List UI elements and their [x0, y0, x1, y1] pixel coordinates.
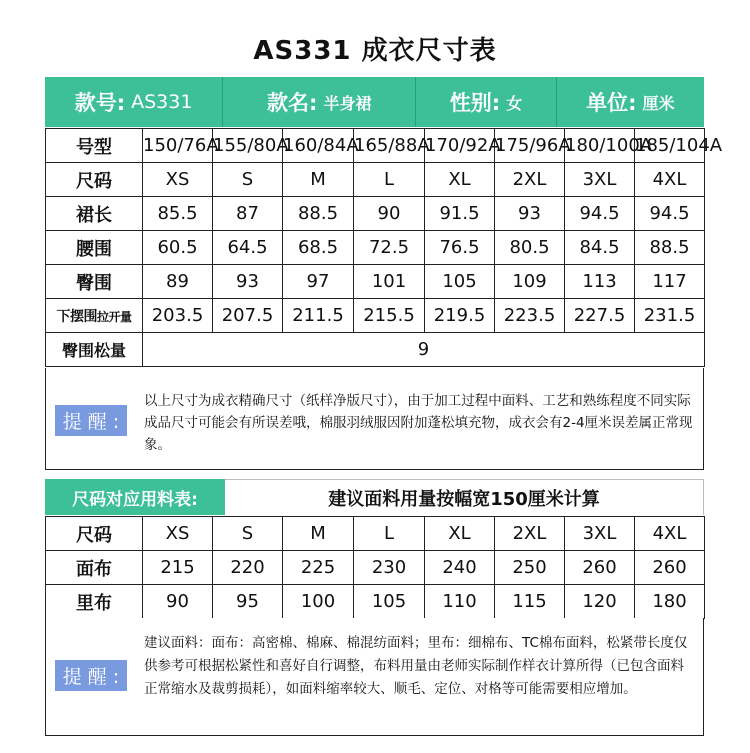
table-cell: 2XL: [495, 163, 565, 197]
reminder-text-2: 建议面料：面布：高密棉、棉麻、棉混纺面料；里布：细棉布、TC棉布面料，松紧带长度仅供参考可根据松紧性和喜好自行调整，布料用量由老师实际制作样衣计算所得（已包含面料正常缩水及裁剪损耗），如面料缩率较大、顺毛、定位、对格等可能需要相应增加。: [144, 635, 688, 697]
table-cell: 80.5: [495, 231, 565, 265]
row-header-label: 腰围: [76, 238, 112, 260]
table-cell: 110: [425, 585, 495, 619]
table-cell: L: [354, 517, 425, 551]
table-cell: 227.5: [565, 299, 635, 333]
style-no-value: AS331: [131, 91, 193, 113]
table-row: [46, 517, 705, 551]
row-header: [46, 517, 143, 551]
page-title: AS331 成衣尺寸表: [253, 36, 497, 66]
table-cell: XL: [425, 163, 495, 197]
table-cell: 88.5: [635, 231, 705, 265]
row-header: [46, 231, 143, 265]
table-cell: 219.5: [425, 299, 495, 333]
row-header: [46, 197, 143, 231]
table-cell: 260: [565, 551, 635, 585]
row-header: [46, 265, 143, 299]
table-cell: 88.5: [283, 197, 354, 231]
table-cell: 4XL: [635, 163, 705, 197]
row-header-sublabel: 拉开量: [96, 309, 132, 324]
header-bar: [45, 77, 704, 127]
table-cell: 240: [425, 551, 495, 585]
table-cell: 89: [143, 265, 213, 299]
row-header-label: 里布: [76, 592, 112, 614]
table-cell: 203.5: [143, 299, 213, 333]
table-cell: 120: [565, 585, 635, 619]
table-row: [46, 333, 705, 367]
row-header: [46, 299, 143, 333]
table-cell: 109: [495, 265, 565, 299]
reminder-box-2: [45, 618, 704, 736]
unit-value: 厘米: [642, 93, 675, 113]
row-header-label: 臀围: [76, 272, 112, 294]
table-cell: 97: [283, 265, 354, 299]
table-cell: 91.5: [425, 197, 495, 231]
size-table: [45, 128, 723, 367]
table-cell: 220: [213, 551, 283, 585]
table-cell: L: [354, 163, 425, 197]
fabric-section-subtitle: 建议面料用量按幅宽150厘米计算: [225, 479, 704, 515]
table-cell: S: [213, 517, 283, 551]
row-header-label: 面布: [76, 558, 112, 580]
table-cell: 105: [425, 265, 495, 299]
row-header-label: 尺码: [76, 170, 112, 192]
row-header-label: 裙长: [76, 204, 112, 226]
table-cell: 94.5: [565, 197, 635, 231]
reminder-button-1: 提 醒 :: [55, 405, 127, 436]
table-cell: 170/92A: [425, 129, 495, 163]
table-cell: 95: [213, 585, 283, 619]
table-cell: 165/88A: [354, 129, 425, 163]
table-row: [46, 585, 705, 619]
table-cell: 100: [283, 585, 354, 619]
table-cell: 3XL: [565, 163, 635, 197]
table-cell: XS: [143, 163, 213, 197]
fabric-table: [45, 516, 705, 619]
table-cell: 225: [283, 551, 354, 585]
gender-label: 性别:: [449, 91, 501, 115]
table-cell: 215: [143, 551, 213, 585]
table-row: [46, 265, 705, 299]
table-row: [46, 163, 705, 197]
table-cell: 115: [495, 585, 565, 619]
table-cell: 94.5: [635, 197, 705, 231]
table-cell: 68.5: [283, 231, 354, 265]
row-header-label: 号型: [76, 136, 112, 158]
table-cell: 250: [495, 551, 565, 585]
table-cell: 231.5: [635, 299, 705, 333]
table-cell: 175/96A: [495, 129, 565, 163]
row-header: [46, 585, 143, 619]
name-value: 半身裙: [323, 93, 372, 113]
table-cell: 87: [213, 197, 283, 231]
row-header-label: 尺码: [76, 524, 112, 546]
table-cell: 2XL: [495, 517, 565, 551]
reminder-text-1: 以上尺寸为成衣精确尺寸（纸样净版尺寸），由于加工过程中面料、工艺和熟练程度不同实际成品尺寸可能会有所误差哦，棉服羽绒服因附加蓬松填充物，成衣会有2-4厘米误差属正常现象。: [144, 393, 693, 453]
table-cell: 90: [354, 197, 425, 231]
table-cell: 150/76A: [143, 129, 213, 163]
table-cell: 64.5: [213, 231, 283, 265]
table-cell: 76.5: [425, 231, 495, 265]
table-cell: 101: [354, 265, 425, 299]
reminder-button-2: 提 醒 :: [55, 660, 127, 691]
table-cell: 223.5: [495, 299, 565, 333]
table-row: [46, 551, 705, 585]
fabric-section-header: [45, 479, 704, 515]
table-cell: 185/104A: [635, 129, 705, 163]
table-cell: 160/84A: [283, 129, 354, 163]
unit-cell: [557, 77, 704, 127]
table-cell: 113: [565, 265, 635, 299]
table-cell: 230: [354, 551, 425, 585]
table-cell: 155/80A: [213, 129, 283, 163]
gender-cell: [416, 77, 556, 127]
table-cell: XS: [143, 517, 213, 551]
table-cell: 3XL: [565, 517, 635, 551]
table-cell: XL: [425, 517, 495, 551]
table-cell: 260: [635, 551, 705, 585]
style-no-label: 款号:: [74, 91, 126, 115]
table-row: [46, 231, 705, 265]
table-row: [46, 197, 705, 231]
table-cell: 72.5: [354, 231, 425, 265]
ease-label: 臀围松量: [46, 333, 143, 367]
table-cell: 84.5: [565, 231, 635, 265]
table-cell: S: [213, 163, 283, 197]
table-cell: 180/100A: [565, 129, 635, 163]
table-cell: 90: [143, 585, 213, 619]
gender-value: 女: [506, 93, 523, 113]
row-header-label: 下摆围: [56, 308, 97, 325]
unit-label: 单位:: [586, 91, 637, 115]
fabric-section-label: 尺码对应用料表:: [45, 479, 225, 515]
reminder-box-1: [45, 368, 704, 470]
table-cell: 4XL: [635, 517, 705, 551]
table-cell: 85.5: [143, 197, 213, 231]
style-no-cell: [45, 77, 223, 127]
table-cell: 180: [635, 585, 705, 619]
table-cell: 215.5: [354, 299, 425, 333]
table-row: [46, 299, 705, 333]
table-cell: M: [283, 517, 354, 551]
table-cell: 93: [213, 265, 283, 299]
row-header: [46, 551, 143, 585]
table-cell: 60.5: [143, 231, 213, 265]
name-cell: [223, 77, 416, 127]
table-cell: 117: [635, 265, 705, 299]
table-row: [46, 129, 705, 163]
row-header: [46, 163, 143, 197]
row-header: [46, 129, 143, 163]
table-cell: 105: [354, 585, 425, 619]
table-cell: M: [283, 163, 354, 197]
table-cell: 211.5: [283, 299, 354, 333]
table-cell: 93: [495, 197, 565, 231]
name-label: 款名:: [267, 91, 318, 115]
ease-value: 9: [143, 333, 705, 367]
table-cell: 207.5: [213, 299, 283, 333]
